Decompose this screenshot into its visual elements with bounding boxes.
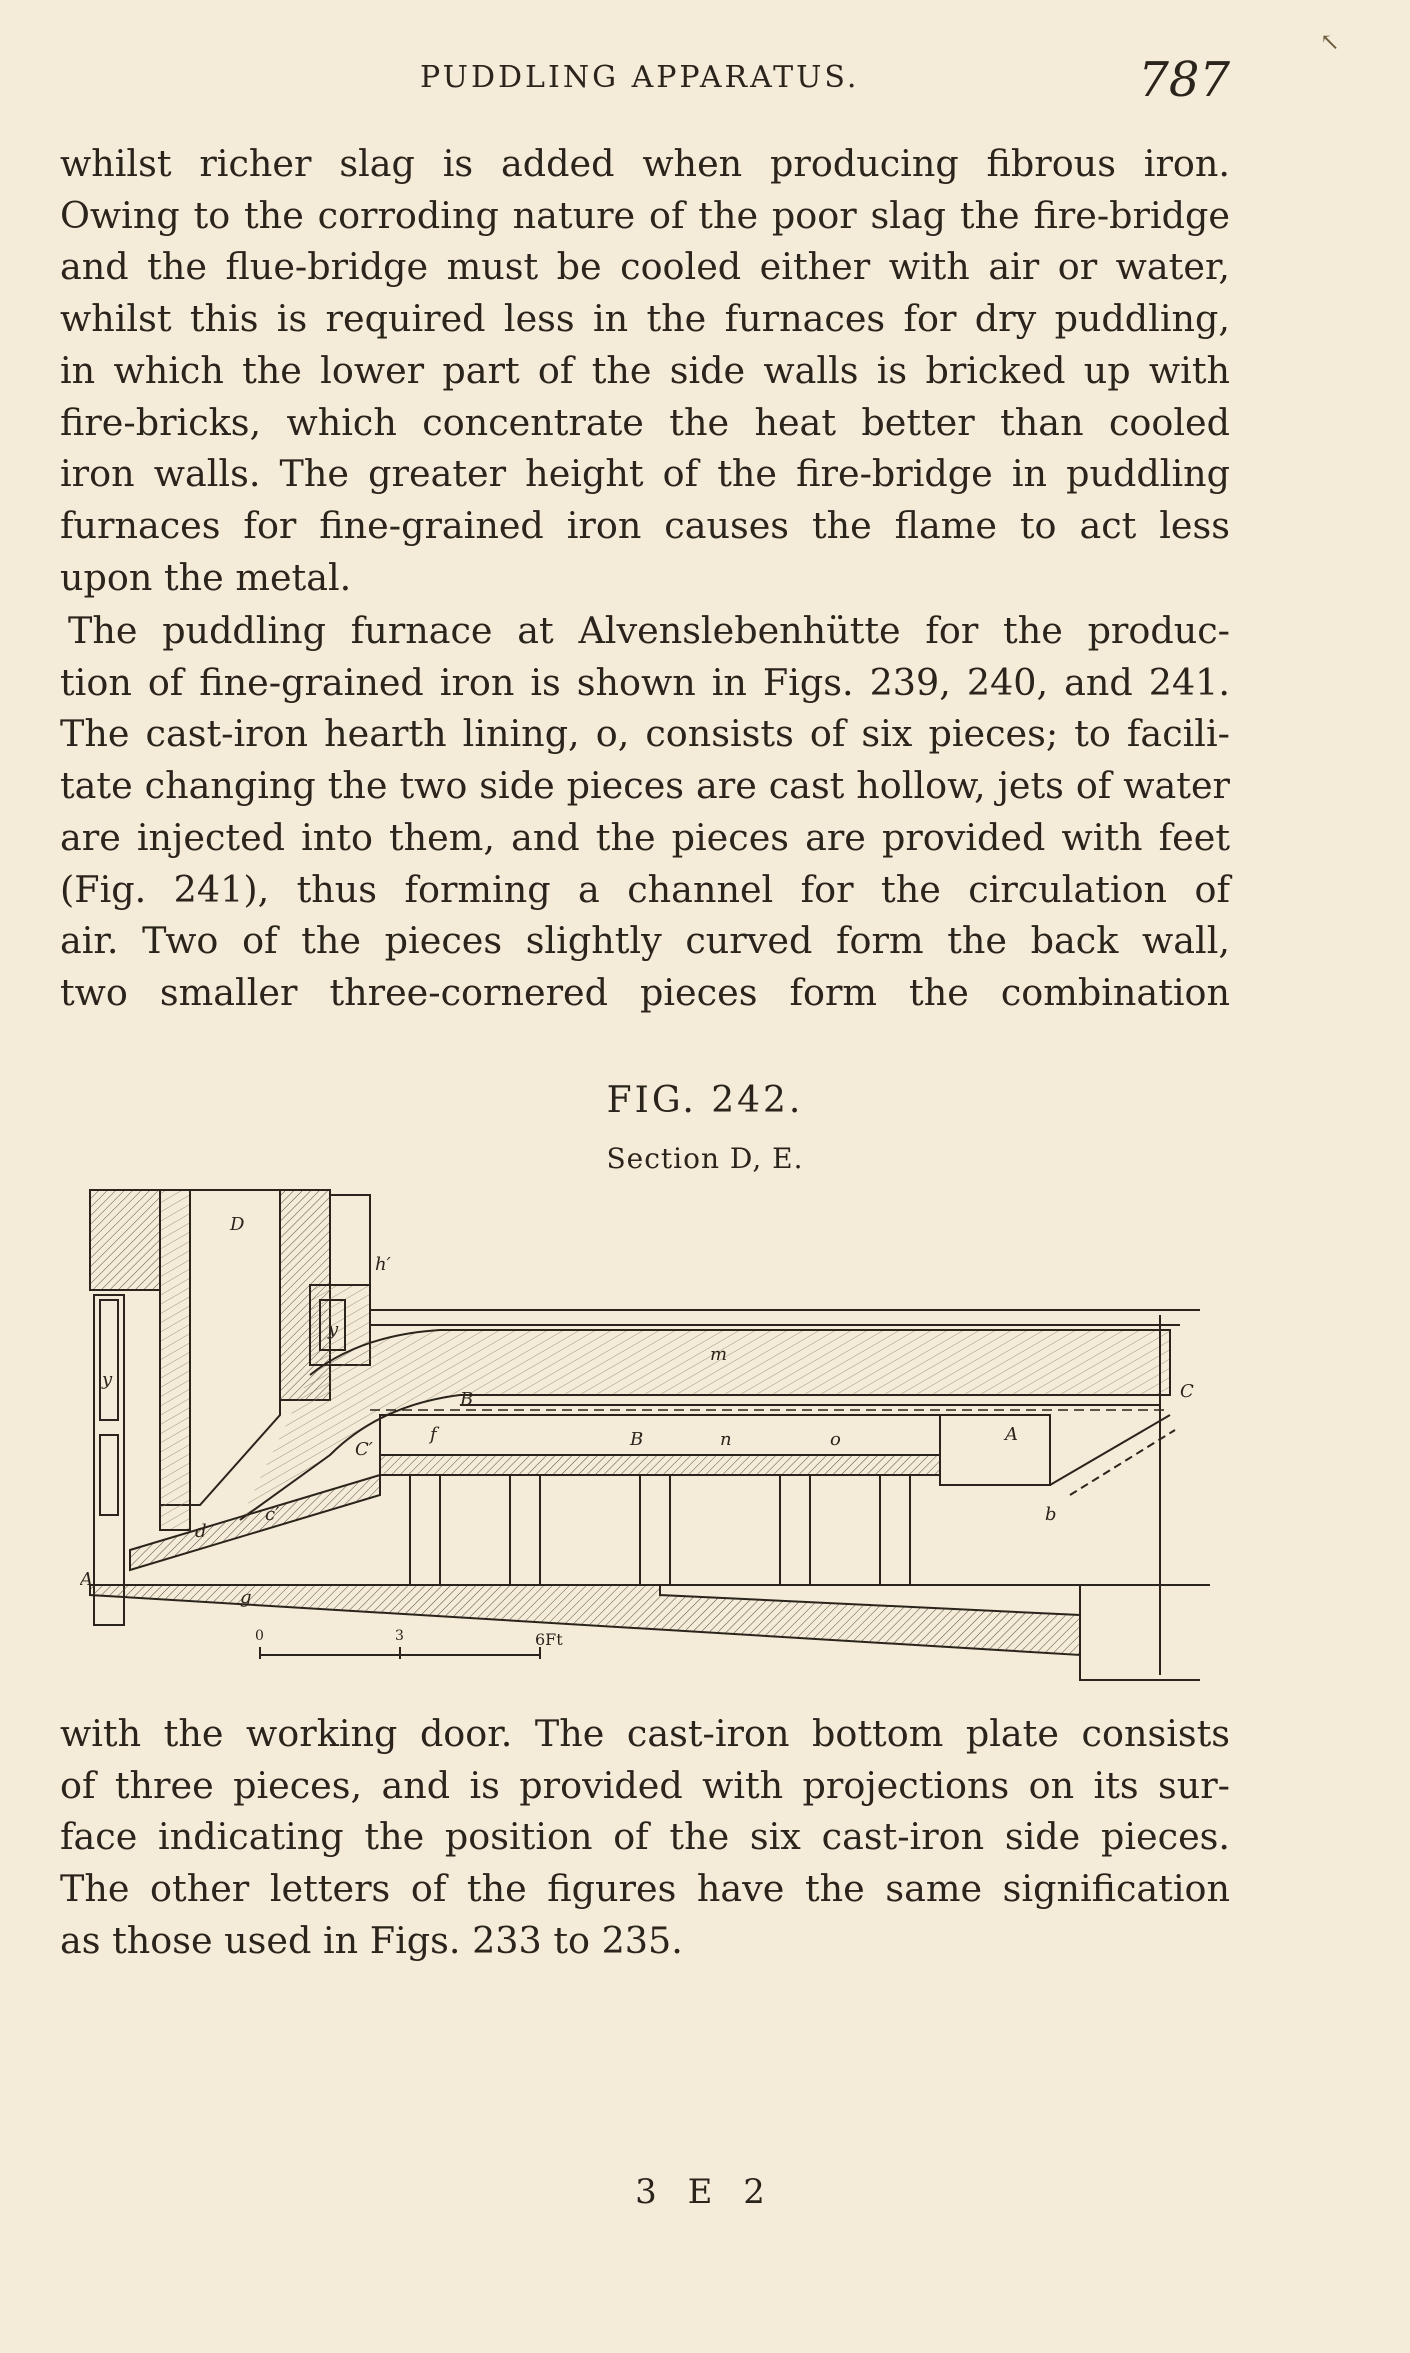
text-line: The other letters of the figures have the same signification bbox=[60, 1867, 1230, 1911]
label-b: b bbox=[1045, 1504, 1057, 1525]
text-line: in which the lower part of the side walls is bricked up with bbox=[60, 348, 1230, 392]
corner-mark-icon: ↖ bbox=[1319, 28, 1340, 56]
text-line: two smaller three-cornered pieces form the combination bbox=[60, 970, 1230, 1014]
page-header bbox=[60, 52, 1230, 122]
hearth-top bbox=[380, 1415, 940, 1455]
label-d: d bbox=[195, 1521, 207, 1542]
text-line: whilst richer slag is added when producing fibrous iron. bbox=[60, 142, 1230, 185]
text-line: fire-bricks, which concentrate the heat better than cooled bbox=[60, 400, 1230, 444]
paragraph-3 bbox=[60, 1708, 1230, 1967]
stack-left-lining bbox=[160, 1190, 190, 1530]
label-y-top: y bbox=[328, 1319, 339, 1340]
figure-caption: FIG. 242. bbox=[606, 1080, 804, 1121]
text-line: of three pieces, and is provided with projections on its sur- bbox=[60, 1763, 1230, 1807]
fire-bridge-box bbox=[940, 1415, 1050, 1485]
text-line: (Fig. 241), thus forming a channel for the circulation of bbox=[60, 867, 1230, 911]
label-D: D bbox=[230, 1214, 245, 1235]
support-1 bbox=[410, 1475, 440, 1585]
text-line: with the working door. The cast-iron bottom plate consists bbox=[60, 1712, 1230, 1755]
label-B-lower: B bbox=[630, 1429, 644, 1450]
upright-post bbox=[94, 1295, 124, 1625]
top-box bbox=[330, 1195, 370, 1285]
text-line: tate changing the two side pieces are cast hollow, jets of water bbox=[60, 764, 1230, 808]
paragraph-2 bbox=[60, 605, 1230, 1019]
support-4 bbox=[780, 1475, 810, 1585]
paragraph-1 bbox=[60, 138, 1230, 603]
support-5 bbox=[880, 1475, 910, 1585]
upright-post-lower bbox=[100, 1435, 118, 1515]
figure-subcaption: Section D, E. bbox=[606, 1142, 804, 1175]
text-line: The cast-iron hearth lining, o, consists of six pieces; to facili- bbox=[60, 712, 1230, 756]
label-A-left: A bbox=[80, 1569, 93, 1590]
page-number: 787 bbox=[1138, 52, 1230, 108]
flue-slope bbox=[1050, 1415, 1170, 1485]
signature-mark: 3 E 2 bbox=[635, 2172, 775, 2212]
label-g: g bbox=[240, 1587, 252, 1608]
label-A-right: A bbox=[1005, 1424, 1018, 1445]
text-line: and the flue-bridge must be cooled either with air or water, bbox=[60, 245, 1230, 289]
label-m: m bbox=[710, 1344, 728, 1365]
label-C-prime: C′ bbox=[355, 1439, 373, 1460]
text-line: Owing to the corroding nature of the poor slag the fire-bridge bbox=[60, 193, 1230, 237]
label-y-side: y bbox=[102, 1369, 113, 1390]
pit bbox=[1080, 1585, 1200, 1680]
upright-post-inner bbox=[100, 1300, 118, 1420]
label-o: o bbox=[830, 1429, 841, 1450]
label-f: f bbox=[430, 1424, 437, 1445]
text-line: face indicating the position of the six cast-iron side pieces. bbox=[60, 1815, 1230, 1859]
text-line: The puddling furnace at Alvenslebenhütte for the produc- bbox=[68, 609, 1230, 652]
running-head: PUDDLING APPARATUS. bbox=[420, 60, 860, 95]
text-line: air. Two of the pieces slightly curved form the back wall, bbox=[60, 919, 1230, 963]
text-line: iron walls. The greater height of the fire-bridge in puddling bbox=[60, 452, 1230, 496]
label-c-prime: c′ bbox=[265, 1504, 280, 1525]
text-line: furnaces for fine-grained iron causes the flame to act less bbox=[60, 503, 1230, 547]
ground bbox=[90, 1585, 1080, 1655]
support-2 bbox=[510, 1475, 540, 1585]
scale-mid: 3 bbox=[395, 1628, 404, 1644]
text-line: upon the metal. bbox=[60, 555, 352, 599]
label-B-upper: B bbox=[460, 1389, 474, 1410]
support-3 bbox=[640, 1475, 670, 1585]
furnace-section-drawing bbox=[80, 1175, 1230, 1695]
text-line: whilst this is required less in the furnaces for dry puddling, bbox=[60, 297, 1230, 341]
hearth-floor bbox=[380, 1455, 940, 1475]
scale-zero: 0 bbox=[255, 1628, 264, 1644]
scale-end: 6Ft bbox=[535, 1630, 563, 1649]
text-line: tion of fine-grained iron is shown in Figs. 239, 240, and 241. bbox=[60, 660, 1230, 704]
left-wall bbox=[90, 1190, 160, 1290]
label-C-right: C bbox=[1180, 1381, 1194, 1402]
text-line: as those used in Figs. 233 to 235. bbox=[60, 1918, 683, 1962]
label-n: n bbox=[720, 1429, 732, 1450]
label-h-prime: h′ bbox=[375, 1254, 391, 1275]
text-line: are injected into them, and the pieces are provided with feet bbox=[60, 815, 1230, 859]
